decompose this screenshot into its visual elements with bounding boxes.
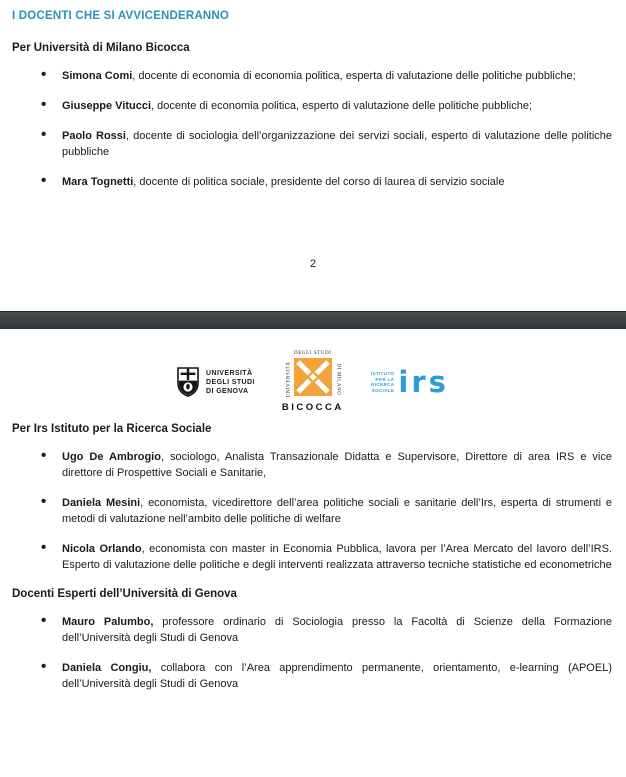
docente-name: Simona Comi — [62, 70, 133, 82]
list-item — [40, 495, 612, 527]
heading-irs: Per Irs Istituto per la Ricerca Sociale — [12, 423, 212, 435]
docente-desc: , sociologo, Analista Transazionale Didatta e Supervisore, Direttore di area IRS e vice direttore di Prospettive Sociali e Sanitarie, — [62, 451, 612, 479]
irs-logo — [370, 364, 449, 399]
irs-wordmark: irs — [398, 364, 449, 399]
bicocca-logo — [283, 351, 343, 413]
docenti-list-bicocca — [40, 68, 612, 190]
bicocca-right-text: DI MILANO — [335, 363, 341, 396]
list-item — [40, 614, 612, 646]
section-title: I DOCENTI CHE SI AVVICENDERANNO — [12, 10, 230, 22]
page-1 — [0, 0, 626, 272]
docente-name: Nicola Orlando — [62, 543, 142, 555]
list-item — [40, 68, 612, 84]
docente-name: Mara Tognetti — [62, 176, 134, 188]
docente-name: Ugo De Ambrogio — [62, 451, 161, 463]
irs-logo-text — [371, 371, 395, 393]
docente-name: Paolo Rossi — [62, 130, 126, 142]
list-item — [40, 174, 612, 190]
docente-name: Giuseppe Vitucci — [62, 100, 152, 112]
docente-desc: , docente di sociologia dell’organizzazione dei servizi sociali, esperto di valutazione delle politiche pubbliche — [62, 130, 613, 158]
page-separator — [0, 311, 626, 329]
genova-line: DI GENOVA — [206, 387, 249, 395]
irs-line: RICERCA — [371, 382, 395, 387]
bicocca-emblem-icon — [294, 358, 332, 396]
docente-name: Daniela Mesini — [62, 497, 141, 509]
genova-line: UNIVERSITÀ — [206, 369, 253, 377]
list-item — [40, 98, 612, 114]
docente-desc: , economista, vicedirettore dell’area politiche sociali e sanitarie dell’Irs, esperta di strumenti e metodi di valutazione nell’ambito delle politiche di welfare — [62, 497, 612, 525]
list-item — [40, 660, 612, 692]
docente-desc: , docente di economia di economia politica, esperta di valutazione delle politiche pubbliche; — [132, 70, 576, 82]
docente-name: Daniela Congiu, — [62, 662, 152, 674]
docente-desc: , docente di politica sociale, presidente del corso di laurea di servizio sociale — [133, 176, 505, 188]
docente-desc: , economista con master in Economia Pubblica, lavora per l’Area Mercato del lavoro dell’IRS. Esperto di valutazione delle politiche e degli interventi realizzata attraverso tecniche statistiche ed econometriche — [62, 543, 612, 571]
heading-milano-bicocca: Per Università di Milano Bicocca — [12, 42, 190, 54]
irs-line: ISTITUTO — [370, 371, 395, 376]
bicocca-wordmark: BICOCCA — [281, 402, 344, 413]
bicocca-top-text: DEGLI STUDI — [294, 351, 332, 356]
list-item — [40, 541, 612, 573]
bicocca-left-text: UNIVERSITÀ — [286, 361, 292, 398]
docenti-list-irs — [40, 449, 612, 573]
heading-esperti-genova: Docenti Esperti dell’Università di Genova — [12, 588, 237, 600]
docente-desc: professore ordinario di Sociologia presso la Facoltà di Scienze della Formazione dell’Università degli Studi di Genova — [62, 616, 613, 644]
genova-logo-text — [206, 369, 255, 396]
genova-line: DEGLI STUDI — [206, 378, 255, 386]
docente-desc: collabora con l’Area apprendimento permanente, orientamento, e-learning (APOEL) dell’Università degli Studi di Genova — [62, 662, 612, 690]
logos-row — [0, 351, 626, 413]
docente-desc: , docente di economia politica, esperto di valutazione delle politiche pubbliche; — [151, 100, 533, 112]
docente-name: Mauro Palumbo, — [62, 616, 154, 628]
page-number: 2 — [309, 258, 317, 270]
docenti-list-genova — [40, 614, 612, 692]
genova-crest-icon — [177, 367, 199, 397]
list-item — [40, 449, 612, 481]
irs-line: SOCIALE — [371, 387, 395, 393]
irs-line: PER LA — [375, 376, 395, 382]
page-2 — [0, 351, 626, 692]
genova-logo — [177, 367, 255, 397]
list-item — [40, 128, 612, 160]
